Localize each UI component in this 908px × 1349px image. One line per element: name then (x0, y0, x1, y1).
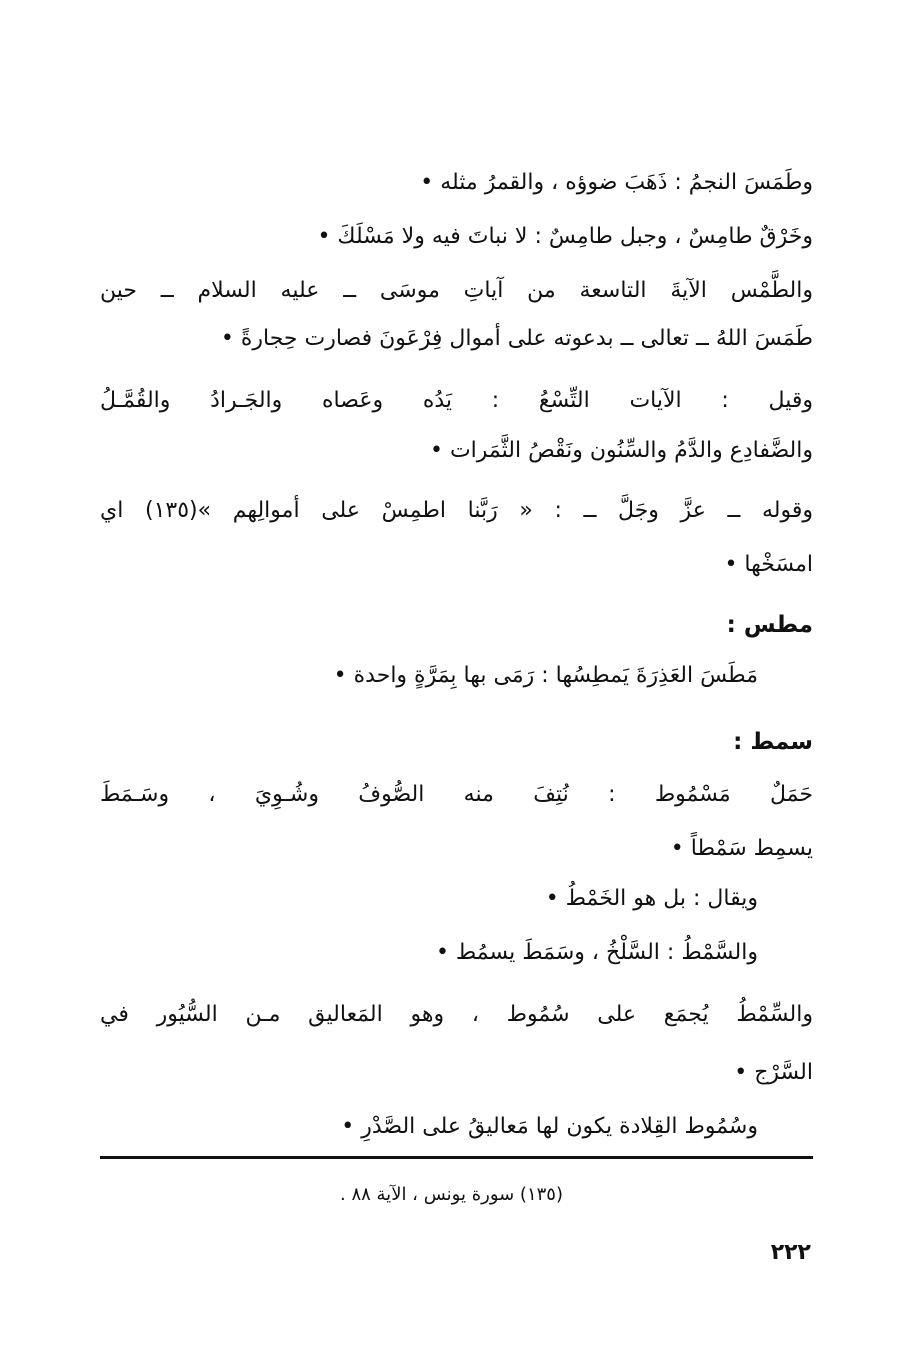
footnote: (١٣٥) سورة يونس ، الآية ٨٨ . (340, 1184, 563, 1205)
section-samt-line-1: حَمَلٌ مَسْمُوط : نُتِفَ منه الصُّوفُ وشُـوِيَ ، وسَـمَطَ (100, 782, 813, 807)
section-heading-samt: سمط : (733, 729, 813, 755)
paragraph-line-7: وقوله ــ عزَّ وجَلَّ ــ : « رَبَّنا اطمِسْ على أموالِهم »(١٣٥) اي (100, 498, 813, 523)
section-samt-line-7: وسُمُوط القِلادة يكون لها مَعاليقُ على الصَّدْرِ • (341, 1114, 758, 1139)
paragraph-line-1: وطَمَسَ النجمُ : ذَهَبَ ضوؤه ، والقمرُ مثله • (420, 170, 813, 195)
section-samt-line-6: السَّرْج • (734, 1060, 813, 1085)
paragraph-line-8: امسَخْها • (724, 552, 813, 577)
section-heading-mats: مطس : (726, 612, 813, 638)
page-number: ٢٢٢ (770, 1240, 811, 1265)
paragraph-line-6: والضَّفادِع والدَّمُ والسِّنُون ونَقْصُ الثَّمَرات • (429, 438, 813, 463)
section-samt-line-3: ويقال : بل هو الخَمْطُ • (545, 886, 758, 911)
section-mats-line-1: مَطَسَ العَذِرَةَ يَمطِسُها : رَمَى بها بِمَرَّةٍ واحدة • (333, 663, 758, 688)
paragraph-line-3: والطَّمْس الآيةَ التاسعة من آياتِ موسَى ــ عليه السلام ــ حين (100, 278, 813, 303)
paragraph-line-2: وخَرْقٌ طامِسٌ ، وجبل طامِسٌ : لا نباتَ فيه ولا مَسْلَكَ • (317, 224, 813, 249)
section-samt-line-4: والسَّمْطُ : السَّلْخُ ، وسَمَطَ يسمُط • (435, 940, 758, 965)
section-samt-line-5: والسِّمْطُ يُجمَع على سُمُوط ، وهو المَعاليق مـن السُّيُور في (100, 1002, 813, 1027)
section-samt-line-2: يسمِط سَمْطاً • (670, 836, 813, 861)
paragraph-line-5: وقيل : الآيات التِّسْعُ : يَدُه وعَصاه والجَـرادُ والقُمَّـلُ (100, 388, 813, 413)
footnote-divider (100, 1156, 813, 1159)
paragraph-line-4: طَمَسَ اللهُ ــ تعالى ــ بدعوته على أموال فِرْعَونَ فصارت حِجارةً • (220, 326, 813, 351)
